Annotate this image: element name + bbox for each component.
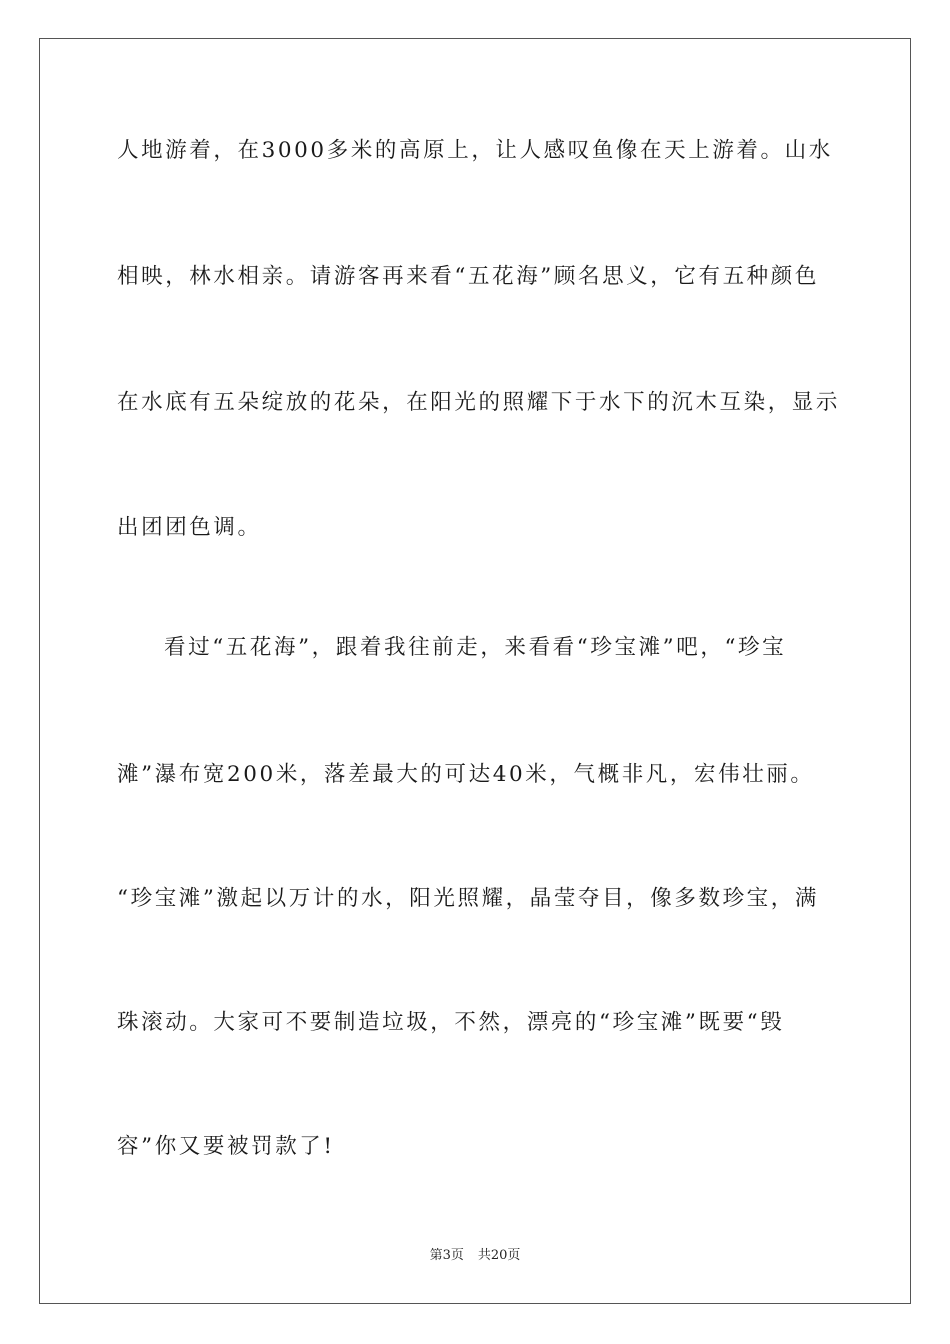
text-line-3: 在水底有五朵绽放的花朵，在阳光的照耀下于水下的沉木互染，显示: [117, 390, 841, 415]
text-line-1: 人地游着，在3000多米的高原上，让人感叹鱼像在天上游着。山水: [117, 138, 833, 163]
text-line-2: 相映，林水相亲。请游客再来看“五花海”顾名思义，它有五种颜色: [117, 264, 819, 289]
text-line-7: “珍宝滩”激起以万计的水，阳光照耀，晶莹夺目，像多数珍宝，满: [117, 886, 819, 911]
page-footer: [0, 1246, 950, 1266]
page-border: [39, 38, 911, 1304]
text-line-5: 看过“五花海”，跟着我往前走，来看看“珍宝滩”吧，“珍宝: [164, 635, 787, 660]
page-number: 第3页: [429, 1248, 464, 1263]
text-line-8: 珠滚动。大家可不要制造垃圾，不然，漂亮的“珍宝滩”既要“毁: [117, 1010, 785, 1035]
text-line-9: 容”你又要被罚款了!: [117, 1134, 335, 1159]
text-line-6: 滩”瀑布宽200米，落差最大的可达40米，气概非凡，宏伟壮丽。: [117, 762, 815, 787]
text-line-4: 出团团色调。: [117, 515, 262, 540]
page-total: 共20页: [477, 1248, 521, 1263]
